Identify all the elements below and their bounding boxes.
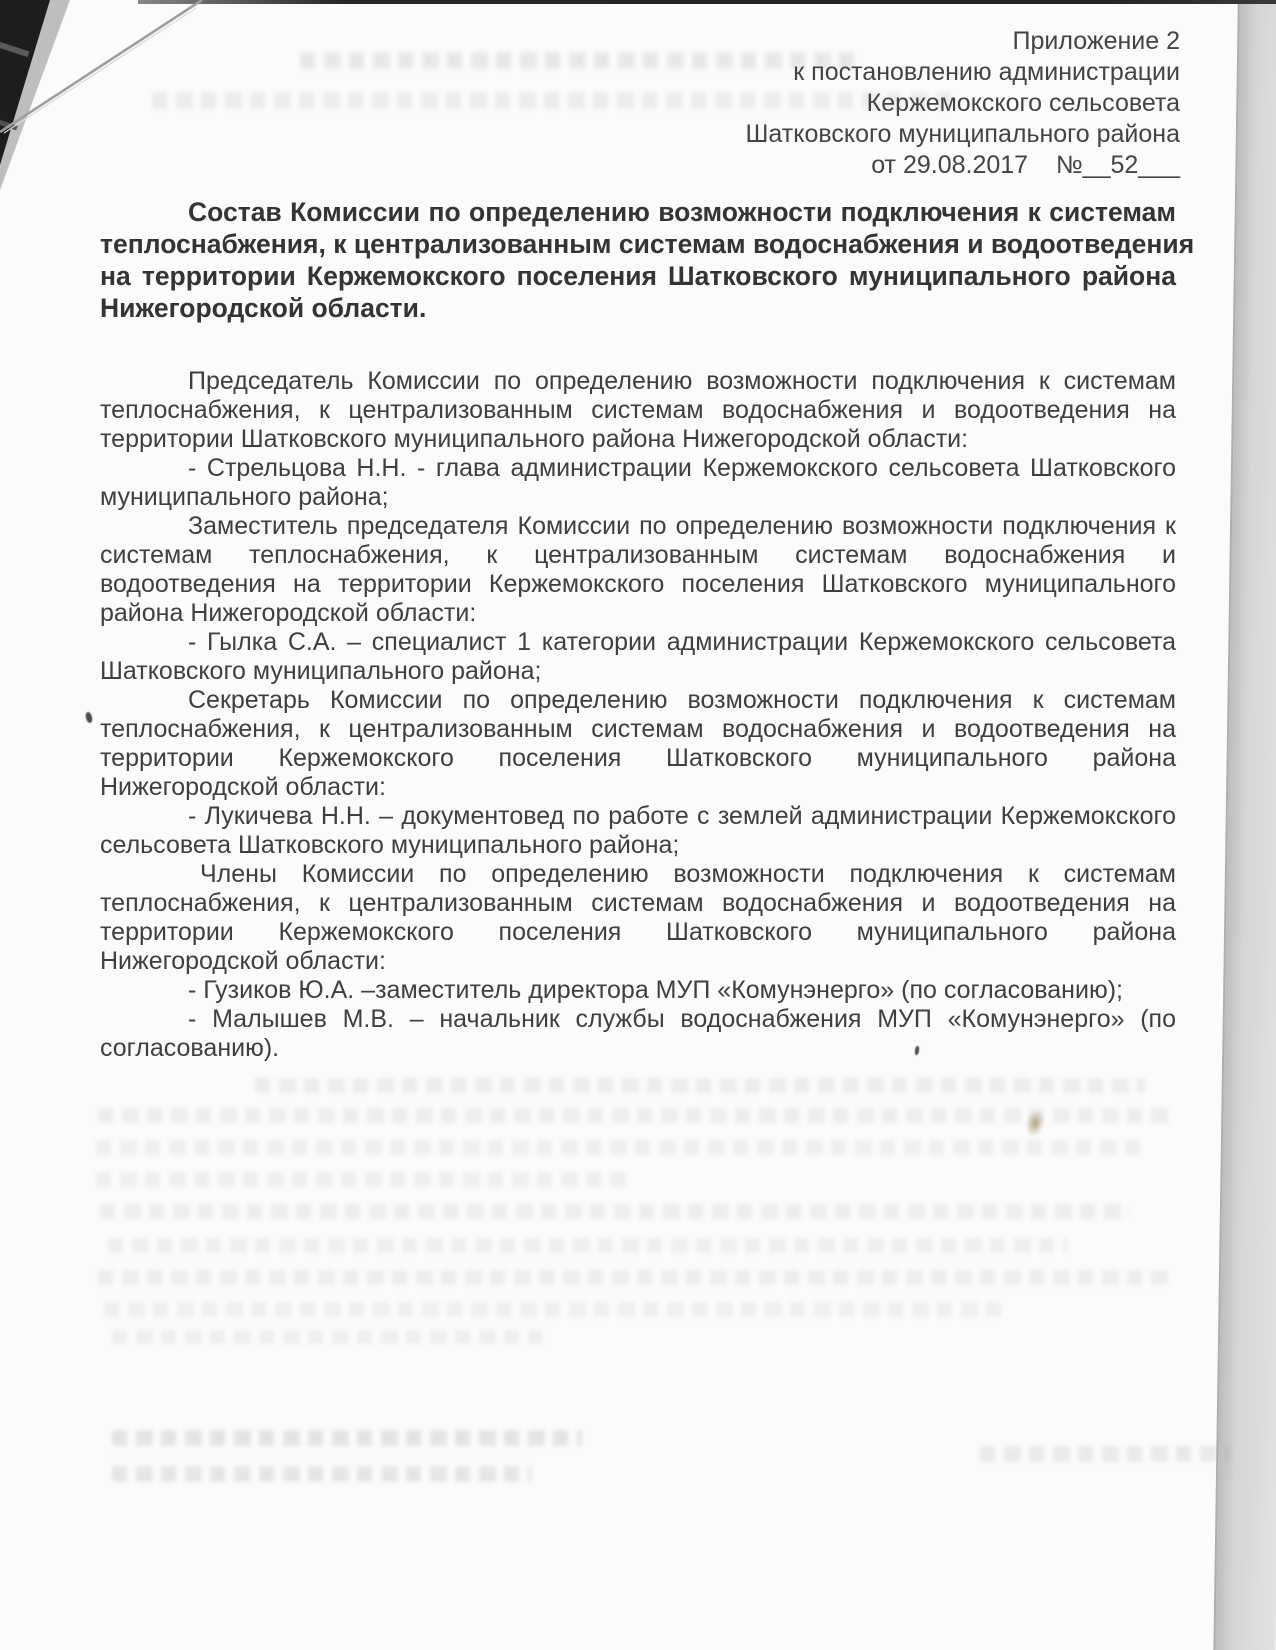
text-line: Кержемокского сельсовета: [866, 89, 1180, 117]
text-line: - Гылка С.А. – специалист 1 категории администрации Кержемокского сельсовета: [188, 628, 1176, 656]
text-line: Секретарь Комиссии по определению возможности подключения к системам: [188, 686, 1176, 714]
bleedthrough-line: [980, 1446, 1230, 1462]
text-line: Нижегородской области:: [100, 947, 386, 975]
ink-speck: [85, 711, 93, 723]
paragraph: [100, 367, 1176, 454]
text-line: территории Кержемокского поселения Шатковского муниципального района: [100, 744, 1176, 772]
bleedthrough-line: [98, 1108, 1173, 1123]
paragraph: [100, 454, 1176, 512]
paragraph: [100, 1005, 1176, 1063]
document-body: [100, 367, 1176, 1063]
bleedthrough-line: [100, 1204, 1130, 1219]
folded-corner-scan-artifact: [0, 0, 280, 220]
text-line: территории Кержемокского поселения Шатковского муниципального района: [100, 918, 1176, 946]
bleedthrough-line: [112, 1330, 542, 1344]
bleedthrough-line: [96, 1140, 1146, 1155]
text-line: на территории Кержемокского поселения Шатковского муниципального района: [100, 261, 1176, 291]
text-line: Заместитель председателя Комиссии по определению возможности подключения к: [188, 512, 1176, 540]
bleedthrough-line: [112, 1466, 532, 1482]
text-line: согласованию).: [100, 1034, 280, 1062]
text-line: Состав Комиссии по определению возможности подключения к системам: [188, 197, 1176, 227]
paragraph: [100, 976, 1176, 1005]
text-line: Председатель Комиссии по определению возможности подключения к системам: [188, 367, 1176, 395]
paragraph: [100, 860, 1176, 976]
text-line: Нижегородской области.: [100, 293, 427, 323]
bleedthrough-line: [96, 1172, 626, 1187]
document-title: [100, 196, 1195, 324]
text-line: Нижегородской области:: [100, 773, 386, 801]
text-line: Приложение 2: [1012, 27, 1180, 55]
bleedthrough-line: [108, 1238, 1068, 1253]
paragraph: [100, 686, 1176, 802]
text-line: - Лукичева Н.Н. – документовед по работе с землей администрации Кержемокского: [188, 802, 1176, 830]
text-line: - Малышев М.В. – начальник службы водоснабжения МУП «Комунэнерго» (по: [188, 1005, 1176, 1033]
text-line: от 29.08.2017 №__52___: [871, 151, 1180, 179]
appendix-reference-block: [560, 26, 1180, 181]
bleedthrough-line: [255, 1078, 1145, 1093]
text-line: теплоснабжения, к централизованным системам водоснабжения и водоотведения на: [100, 715, 1176, 743]
text-line: Шатковского муниципального района;: [100, 657, 542, 685]
bleedthrough-line: [98, 1270, 1173, 1285]
text-line: системам теплоснабжения, к централизованным системам водоснабжения и: [100, 541, 1176, 569]
page-right-edge-shadow: [1213, 0, 1276, 1650]
paragraph: [100, 512, 1176, 628]
text-line: сельсовета Шатковского муниципального района;: [100, 831, 680, 859]
text-line: Члены Комиссии по определению возможности подключения к системам: [200, 860, 1176, 888]
scan-top-edge-line: [138, 0, 1276, 4]
text-line: территории Шатковского муниципального района Нижегородской области:: [100, 425, 969, 453]
text-line: района Нижегородской области:: [100, 599, 477, 627]
paragraph: [100, 628, 1176, 686]
text-line: - Гузиков Ю.А. –заместитель директора МУП «Комунэнерго» (по согласованию);: [188, 976, 1123, 1004]
bleedthrough-line: [112, 1430, 582, 1446]
text-line: теплоснабжения, к централизованным системам водоснабжения и водоотведения на: [100, 396, 1176, 424]
bleedthrough-line: [104, 1302, 1004, 1317]
text-line: теплоснабжения, к централизованным системам водоснабжения и водоотведения: [100, 229, 1195, 259]
text-line: Шатковского муниципального района: [745, 120, 1180, 148]
paragraph: [100, 802, 1176, 860]
text-line: теплоснабжения, к централизованным системам водоснабжения и водоотведения на: [100, 889, 1176, 917]
text-line: - Стрельцова Н.Н. - глава администрации Кержемокского сельсовета Шатковского: [188, 454, 1176, 482]
text-line: муниципального района;: [100, 483, 389, 511]
text-line: водоотведения на территории Кержемокского поселения Шатковского муниципального: [100, 570, 1176, 598]
text-line: к постановлению администрации: [793, 58, 1180, 86]
